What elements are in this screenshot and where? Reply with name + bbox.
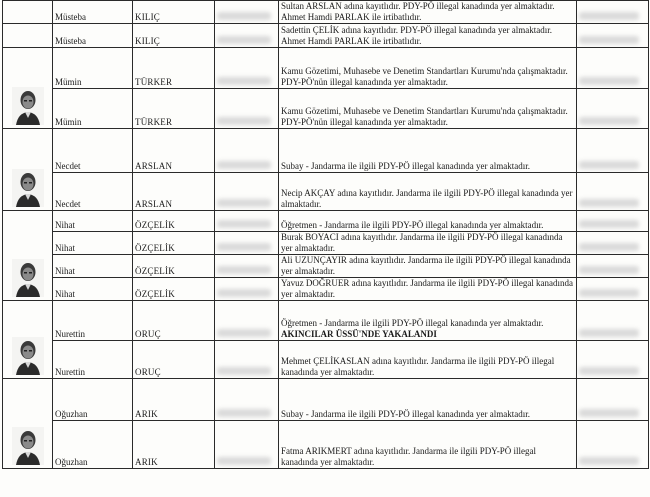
table-row: [3, 89, 649, 129]
photo-cell-empty: [3, 24, 53, 48]
portrait-image: [12, 259, 44, 297]
note-cell: [279, 341, 577, 379]
note-cell: [279, 255, 577, 278]
table-row: [3, 255, 649, 278]
redacted-id-cell: [215, 421, 279, 469]
redaction-blur: [579, 409, 639, 417]
portrait-photo: [12, 169, 44, 207]
redaction-blur: [217, 199, 271, 207]
first-name-cell: Nurettin: [53, 341, 133, 379]
note-text: Öğretmen - Jandarma ile ilgili PDY-PÖ illegal kanadında yer almaktadır.: [281, 318, 544, 328]
table-body: [3, 1, 649, 469]
portrait-photo: [12, 259, 44, 297]
last-name-cell: TÜRKER: [133, 89, 215, 129]
last-name-cell: ARSLAN: [133, 129, 215, 173]
note-text: Sultan ARSLAN adına kayıtlıdır. PDY-PÖ illegal kanadında yer almaktadır. Ahmet Hamdi PARLAK ile irtibatlıdır.: [281, 1, 555, 22]
redacted-id-cell: [215, 48, 279, 89]
redacted-id-cell: [215, 173, 279, 211]
redacted-id-cell: [215, 24, 279, 48]
portrait-image: [12, 87, 44, 125]
note-text: Necip AKÇAY adına kayıtlıdır. Jandarma ile ilgili PDY-PÖ illegal kanadında yer almaktadır.: [281, 188, 573, 209]
note-cell: [279, 301, 577, 341]
note-cell: [279, 211, 577, 232]
note-text: Öğretmen - Jandarma ile ilgili PDY-PÖ illegal kanadında yer almaktadır.: [281, 220, 544, 230]
first-name-cell: Nihat: [53, 278, 133, 301]
redacted-extra-cell: [577, 255, 649, 278]
redacted-extra-cell: [577, 341, 649, 379]
redaction-blur: [579, 289, 639, 297]
redacted-extra-cell: [577, 1, 649, 24]
last-name-cell: ORUÇ: [133, 301, 215, 341]
redaction-blur: [579, 36, 639, 44]
last-name-cell: ÖZÇELİK: [133, 255, 215, 278]
note-cell: [279, 1, 577, 24]
redaction-blur: [579, 117, 639, 125]
redacted-extra-cell: [577, 301, 649, 341]
redacted-id-cell: [215, 255, 279, 278]
redaction-blur: [217, 289, 271, 297]
last-name-cell: ORUÇ: [133, 341, 215, 379]
table-row: [3, 24, 649, 48]
redacted-extra-cell: [577, 421, 649, 469]
note-highlight: AKINCILAR ÜSSÜ'NDE YAKALANDI: [281, 329, 437, 339]
last-name-cell: ÖZÇELİK: [133, 232, 215, 255]
redaction-blur: [217, 329, 271, 337]
portrait-photo: [12, 427, 44, 465]
first-name-cell: Nurettin: [53, 301, 133, 341]
portrait-image: [12, 169, 44, 207]
note-cell: [279, 173, 577, 211]
note-cell: [279, 278, 577, 301]
redaction-blur: [217, 409, 271, 417]
note-text: Fatma ARIKMERT adına kayıtlıdır. Jandarma ile ilgili PDY-PÖ illegal kanadında yer almaktadır.: [281, 446, 537, 467]
note-text: Burak BOYACI adına kayıtlıdır. Jandarma ile ilgili PDY-PÖ illegal kanadında yer almaktadır.: [281, 232, 563, 253]
first-name-cell: Necdet: [53, 173, 133, 211]
note-cell: [279, 89, 577, 129]
first-name-cell: Nihat: [53, 255, 133, 278]
redacted-id-cell: [215, 341, 279, 379]
redacted-id-cell: [215, 129, 279, 173]
redacted-extra-cell: [577, 278, 649, 301]
redaction-blur: [579, 161, 639, 169]
personnel-table: [2, 0, 649, 469]
redaction-blur: [579, 266, 639, 274]
last-name-cell: ARSLAN: [133, 173, 215, 211]
redacted-extra-cell: [577, 173, 649, 211]
redaction-blur: [217, 220, 271, 228]
first-name-cell: Nihat: [53, 232, 133, 255]
first-name-cell: Oğuzhan: [53, 379, 133, 421]
note-cell: [279, 129, 577, 173]
redacted-extra-cell: [577, 129, 649, 173]
photo-cell: [3, 301, 53, 379]
redacted-id-cell: [215, 1, 279, 24]
note-text: Ali UZUNÇAYIR adına kayıtlıdır. Jandarma ile ilgili PDY-PÖ illegal kanadında yer almaktadır.: [281, 255, 571, 276]
redaction-blur: [579, 329, 639, 337]
note-cell: [279, 48, 577, 89]
portrait-image: [12, 337, 44, 375]
note-text: Sadettin ÇELİK adına kayıtlıdır. PDY-PÖ illegal kanadında yer almaktadır. Ahmet Hamdi PARLAK ile irtibatlıdır.: [281, 25, 552, 46]
note-cell: [279, 421, 577, 469]
table-row: [3, 48, 649, 89]
redacted-extra-cell: [577, 89, 649, 129]
redaction-blur: [579, 199, 639, 207]
redacted-id-cell: [215, 232, 279, 255]
first-name-cell: Müsteba: [53, 24, 133, 48]
last-name-cell: TÜRKER: [133, 48, 215, 89]
redaction-blur: [579, 243, 639, 251]
portrait-photo: [12, 337, 44, 375]
note-cell: [279, 24, 577, 48]
table-row: [3, 129, 649, 173]
redacted-id-cell: [215, 379, 279, 421]
redacted-extra-cell: [577, 379, 649, 421]
redaction-blur: [579, 457, 639, 465]
last-name-cell: ARIK: [133, 379, 215, 421]
first-name-cell: Necdet: [53, 129, 133, 173]
redaction-blur: [579, 12, 639, 20]
table-row: [3, 341, 649, 379]
redaction-blur: [217, 266, 271, 274]
last-name-cell: ÖZÇELİK: [133, 278, 215, 301]
photo-cell: [3, 129, 53, 211]
photo-cell-empty: [3, 1, 53, 24]
last-name-cell: ARIK: [133, 421, 215, 469]
last-name-cell: KILIÇ: [133, 1, 215, 24]
photo-cell: [3, 379, 53, 469]
redaction-blur: [217, 36, 271, 44]
portrait-photo: [12, 87, 44, 125]
redacted-id-cell: [215, 89, 279, 129]
note-cell: [279, 232, 577, 255]
note-cell: [279, 379, 577, 421]
first-name-cell: Mümin: [53, 89, 133, 129]
note-text: Subay - Jandarma ile ilgili PDY-PÖ illegal kanadında yer almaktadır.: [281, 409, 530, 419]
redacted-id-cell: [215, 278, 279, 301]
redaction-blur: [217, 161, 271, 169]
last-name-cell: ÖZÇELİK: [133, 211, 215, 232]
table-row: [3, 232, 649, 255]
first-name-cell: Oğuzhan: [53, 421, 133, 469]
table-row: [3, 421, 649, 469]
note-text: Yavuz DOĞRUER adına kayıtlıdır. Jandarma ile ilgili PDY-PÖ illegal kanadında yer almaktadır.: [281, 278, 574, 299]
redacted-extra-cell: [577, 232, 649, 255]
redacted-extra-cell: [577, 24, 649, 48]
redacted-extra-cell: [577, 211, 649, 232]
table-row: [3, 379, 649, 421]
redaction-blur: [217, 367, 271, 375]
table-row: [3, 211, 649, 232]
redaction-blur: [217, 77, 271, 85]
redacted-id-cell: [215, 301, 279, 341]
table-row: [3, 278, 649, 301]
table-row: [3, 301, 649, 341]
portrait-image: [12, 427, 44, 465]
table-row: [3, 173, 649, 211]
redacted-extra-cell: [577, 48, 649, 89]
redaction-blur: [217, 457, 271, 465]
first-name-cell: Müsteba: [53, 1, 133, 24]
first-name-cell: Mümin: [53, 48, 133, 89]
note-text: Kamu Gözetimi, Muhasebe ve Denetim Standartları Kurumu'nda çalışmaktadır. PDY-PÖ'nün illegal kanadında yer almaktadır.: [281, 106, 568, 127]
redaction-blur: [217, 117, 271, 125]
photo-cell: [3, 211, 53, 301]
table-row: [3, 1, 649, 24]
redaction-blur: [217, 243, 271, 251]
photo-cell: [3, 48, 53, 129]
note-text: Kamu Gözetimi, Muhasebe ve Denetim Standartları Kurumu'nda çalışmaktadır. PDY-PÖ'nün illegal kanadında yer almaktadır.: [281, 66, 568, 87]
redaction-blur: [579, 220, 639, 228]
first-name-cell: Nihat: [53, 211, 133, 232]
redaction-blur: [579, 367, 639, 375]
note-text: Mehmet ÇELİKASLAN adına kayıtlıdır. Jandarma ile ilgili PDY-PÖ illegal kanadında yer almaktadır.: [281, 356, 555, 377]
last-name-cell: KILIÇ: [133, 24, 215, 48]
redaction-blur: [217, 12, 271, 20]
redacted-id-cell: [215, 211, 279, 232]
redaction-blur: [579, 77, 639, 85]
note-text: Subay - Jandarma ile ilgili PDY-PÖ illegal kanadında yer almaktadır.: [281, 161, 530, 171]
